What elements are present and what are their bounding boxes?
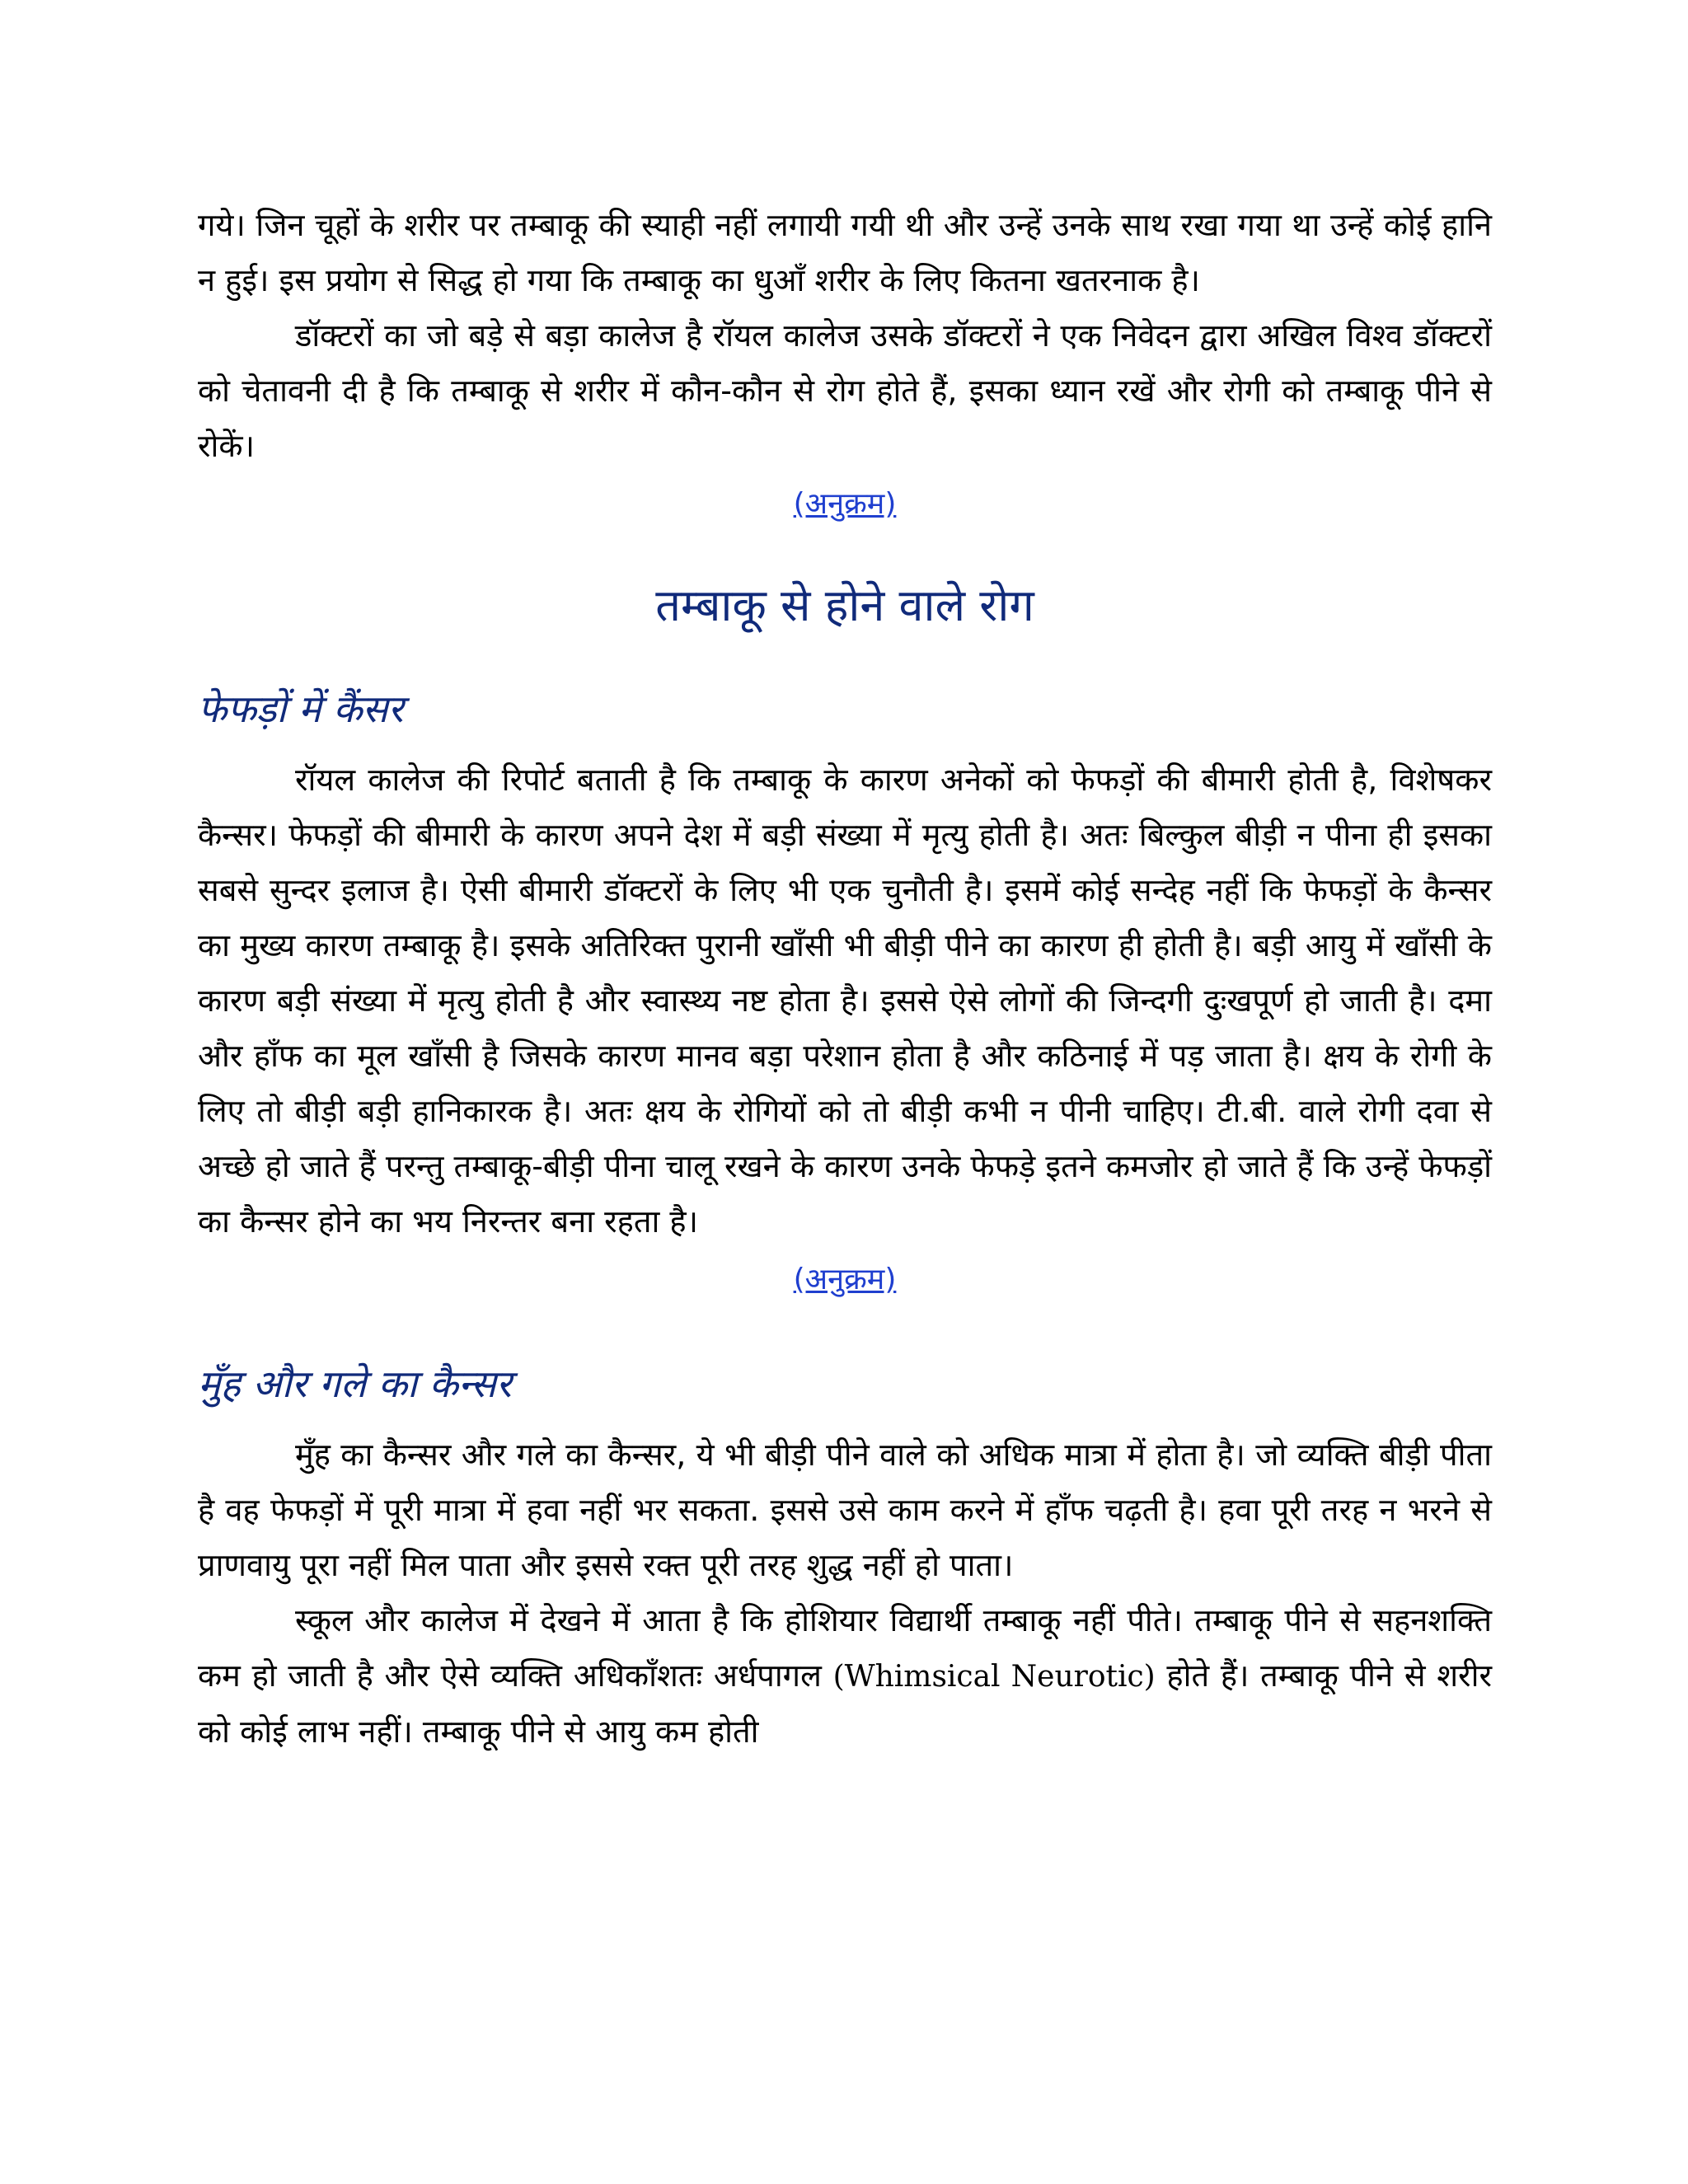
paragraph-text: होते हैं। तम्बाकू पीने से शरीर को कोई लाभ नहीं। तम्बाकू पीने से आयु कम होती: [198, 1657, 1492, 1750]
latin-term: (Whimsical Neurotic): [832, 1660, 1156, 1694]
section-title: तम्बाकू से होने वाले रोग: [655, 579, 1034, 631]
paragraph-lung-cancer: रॉयल कालेज की रिपोर्ट बताती है कि तम्बाकू के कारण अनेकों को फेफड़ों की बीमारी होती है, विशेषकर कैन्सर। फेफड़ों की बीमारी के कारण अपने देश में बड़ी संख्या में मृत्यु होती है। अतः बिल्कुल बीड़ी न पीना ही इसका सबसे सुन्दर इलाज है। ऐसी बीमारी डॉक्टरों के लिए भी एक चुनौती है। इसमें कोई सन्देह नहीं कि फेफड़ों के कैन्सर का मुख्य कारण तम्बाकू है। इसके अतिरिक्त पुरानी खाँसी भी बीड़ी पीने का कारण ही होती है। बड़ी आयु में खाँसी के कारण बड़ी संख्या में मृत्यु होती है और स्वास्थ्य नष्ट होता है। इससे ऐसे लोगों की जिन्दगी दुःखपूर्ण हो जाती है। दमा और हाँफ का मूल खाँसी है जिसके कारण मानव बड़ा परेशान होता है और कठिनाई में पड़ जाता है। क्षय के रोगी के लिए तो बीड़ी बड़ी हानिकारक है। अतः क्षय के रोगियों को तो बीड़ी कभी न पीनी चाहिए। टी.बी. वाले रोगी दवा से अच्छे हो जाते हैं परन्तु तम्बाकू-बीड़ी पीना चालू रखने के कारण उनके फेफड़े इतने कमजोर हो जाते हैं कि उन्हें फेफड़ों का कैन्सर होने का भय निरन्तर बना रहता है।: [198, 762, 1492, 1240]
document-page: [198, 198, 1492, 1760]
subheading-mouth-throat-cancer: मुँह और गले का कैन्सर: [198, 1361, 512, 1406]
paragraph-mouth-cancer: मुँह का कैन्सर और गले का कैन्सर, ये भी बीड़ी पीने वाले को अधिक मात्रा में होता है। जो व्यक्ति बीड़ी पीता है वह फेफड़ों में पूरी मात्रा में हवा नहीं भर सकता. इससे उसे काम करने में हाँफ चढ़ती है। हवा पूरी तरह न भरने से प्राणवायु पूरा नहीं मिल पाता और इससे रक्त पूरी तरह शुद्ध नहीं हो पाता।: [198, 1436, 1492, 1583]
paragraph-royal-college: डॉक्टरों का जो बड़े से बड़ा कालेज है रॉयल कालेज उसके डॉक्टरों ने एक निवेदन द्वारा अखिल विश्व डॉक्टरों को चेतावनी दी है कि तम्बाकू से शरीर में कौन-कौन से रोग होते हैं, इसका ध्यान रखें और रोगी को तम्बाकू पीने से रोकें।: [198, 317, 1492, 464]
toc-link[interactable]: (अनुक्रम): [793, 1263, 897, 1296]
paragraph-school-college: [198, 1593, 1492, 1760]
subheading-lung-cancer: फेफड़ों में कैंसर: [198, 687, 404, 731]
toc-link-row: [198, 1249, 1492, 1307]
paragraph-continued: गये। जिन चूहों के शरीर पर तम्बाकू की स्याही नहीं लगायी गयी थी और उन्हें उनके साथ रखा गया था उन्हें कोई हानि न हुई। इस प्रयोग से सिद्ध हो गया कि तम्बाकू का धुआँ शरीर के लिए कितना खतरनाक है।: [198, 207, 1492, 298]
paragraph-text: स्कूल और कालेज में देखने में आता है कि होशियार विद्यार्थी तम्बाकू नहीं पीते। तम्बाकू पीने से सहनशक्ति कम हो जाती है और ऐसे व्यक्ति अधिकाँशतः अर्धपागल: [198, 1602, 1492, 1694]
spacer: [198, 1307, 1492, 1340]
toc-link-row: [198, 474, 1492, 532]
toc-link[interactable]: (अनुक्रम): [793, 487, 897, 521]
